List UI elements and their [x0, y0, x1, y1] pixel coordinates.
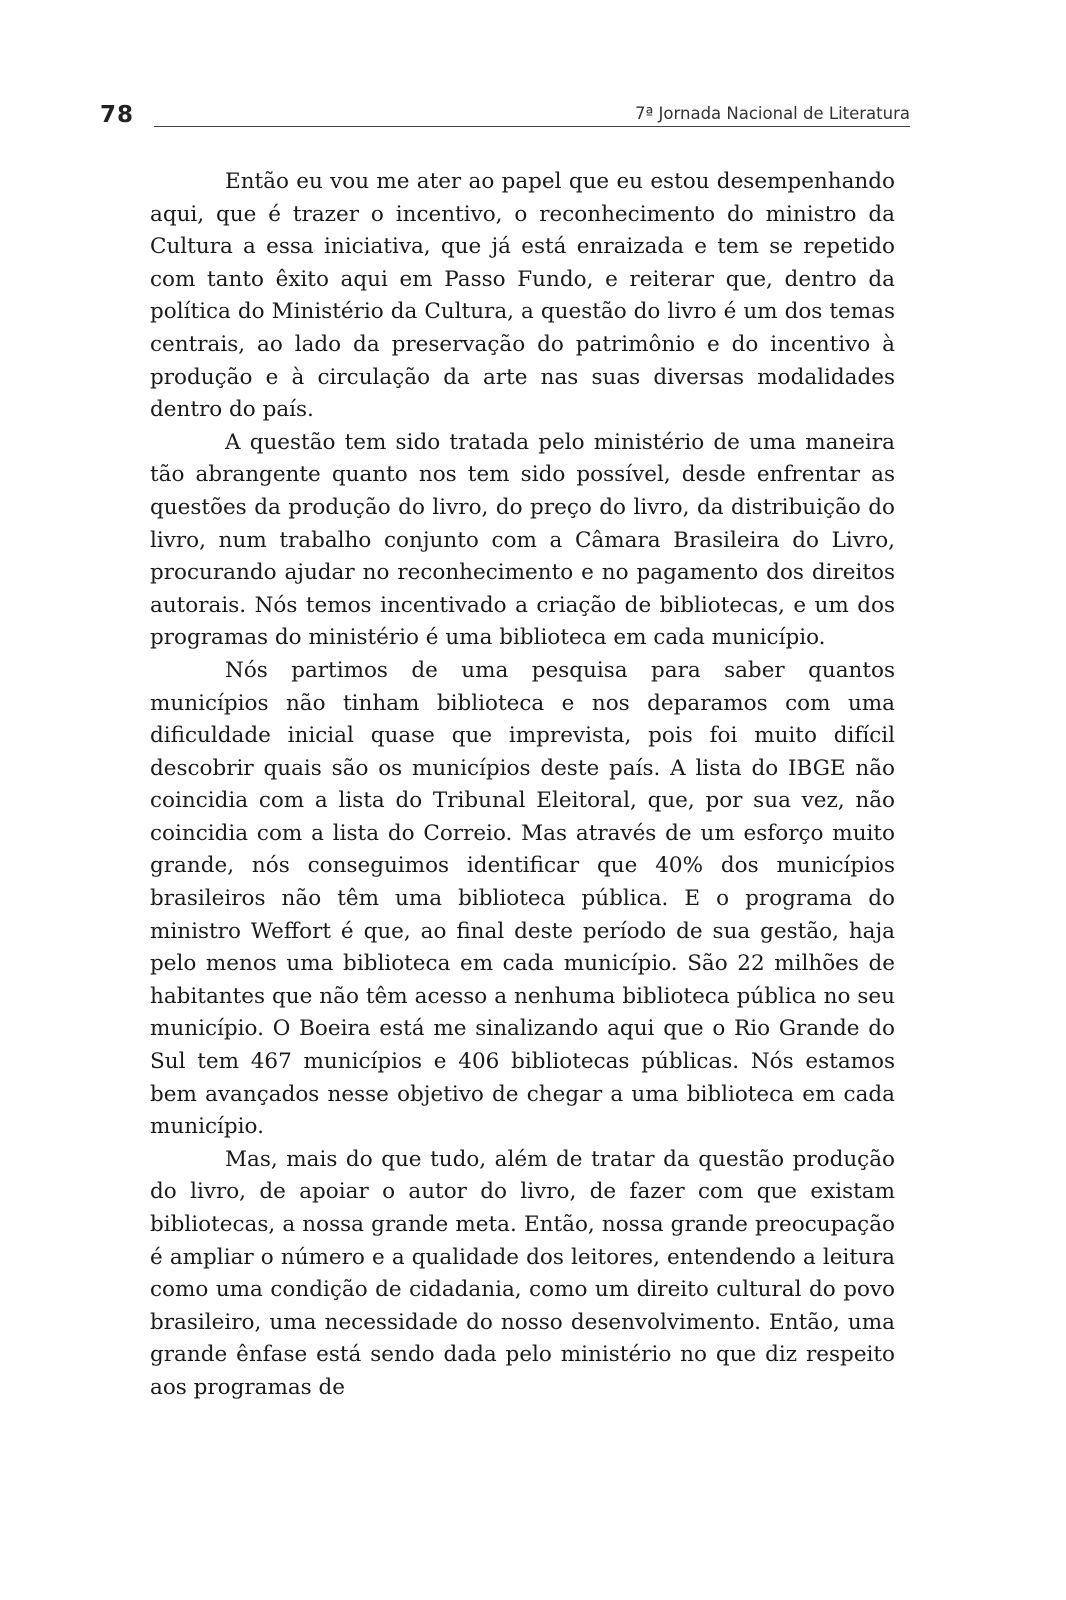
running-title: 7ª Jornada Nacional de Literatura	[635, 104, 910, 123]
paragraph-1: Então eu vou me ater ao papel que eu estou desempenhando aqui, que é trazer o incentivo, o reconhecimento do ministro da Cultura a essa iniciativa, que já está enraizada e tem se repetido com tanto êxito aqui em Passo Fundo, e reiterar que, dentro da política do Ministério da Cultura, a questão do livro é um dos temas centrais, ao lado da preservação do patrimônio e do incentivo à produção e à circulação da arte nas suas diversas modalidades dentro do país.	[150, 169, 895, 423]
header-rule	[154, 126, 910, 127]
paragraph-4: Mas, mais do que tudo, além de tratar da questão produção do livro, de apoiar o autor do livro, de fazer com que existam bibliotecas, a nossa grande meta. Então, nossa grande preocupação é ampliar o número e a qualidade dos leitores, entendendo a leitura como uma condição de cidadania, como um direito cultural do povo brasileiro, uma necessidade do nosso desenvolvimento. Então, uma grande ênfase está sendo dada pelo ministério no que diz respeito aos programas de	[150, 1146, 895, 1400]
page-number: 78	[100, 102, 135, 128]
paragraph-2: A questão tem sido tratada pelo ministério de uma maneira tão abrangente quanto nos tem sido possível, desde enfrentar as questões da produção do livro, do preço do livro, da distribuição do livro, num trabalho conjunto com a Câmara Brasileira do Livro, procurando ajudar no reconhecimento e no pagamento dos direitos autorais. Nós temos incentivado a criação de bibliotecas, e um dos programas do ministério é uma biblioteca em cada município.	[150, 429, 895, 651]
paragraph-3: Nós partimos de uma pesquisa para saber quantos municípios não tinham biblioteca e nos deparamos com uma dificuldade inicial quase que imprevista, pois foi muito difícil descobrir quais são os municípios deste país. A lista do IBGE não coincidia com a lista do Tribunal Eleitoral, que, por sua vez, não coincidia com a lista do Correio. Mas através de um esforço muito grande, nós conseguimos identificar que 40% dos municípios brasileiros não têm uma biblioteca pública. E o programa do ministro Weffort é que, ao final deste período de sua gestão, haja pelo menos uma biblioteca em cada município. São 22 milhões de habitantes que não têm acesso a nenhuma biblioteca pública no seu município. O Boeira está me sinalizando aqui que o Rio Grande do Sul tem 467 municípios e 406 bibliotecas públicas. Nós estamos bem avançados nesse objetivo de chegar a uma biblioteca em cada município.	[150, 657, 895, 1140]
body-text	[150, 166, 895, 1405]
page-header	[100, 100, 910, 130]
